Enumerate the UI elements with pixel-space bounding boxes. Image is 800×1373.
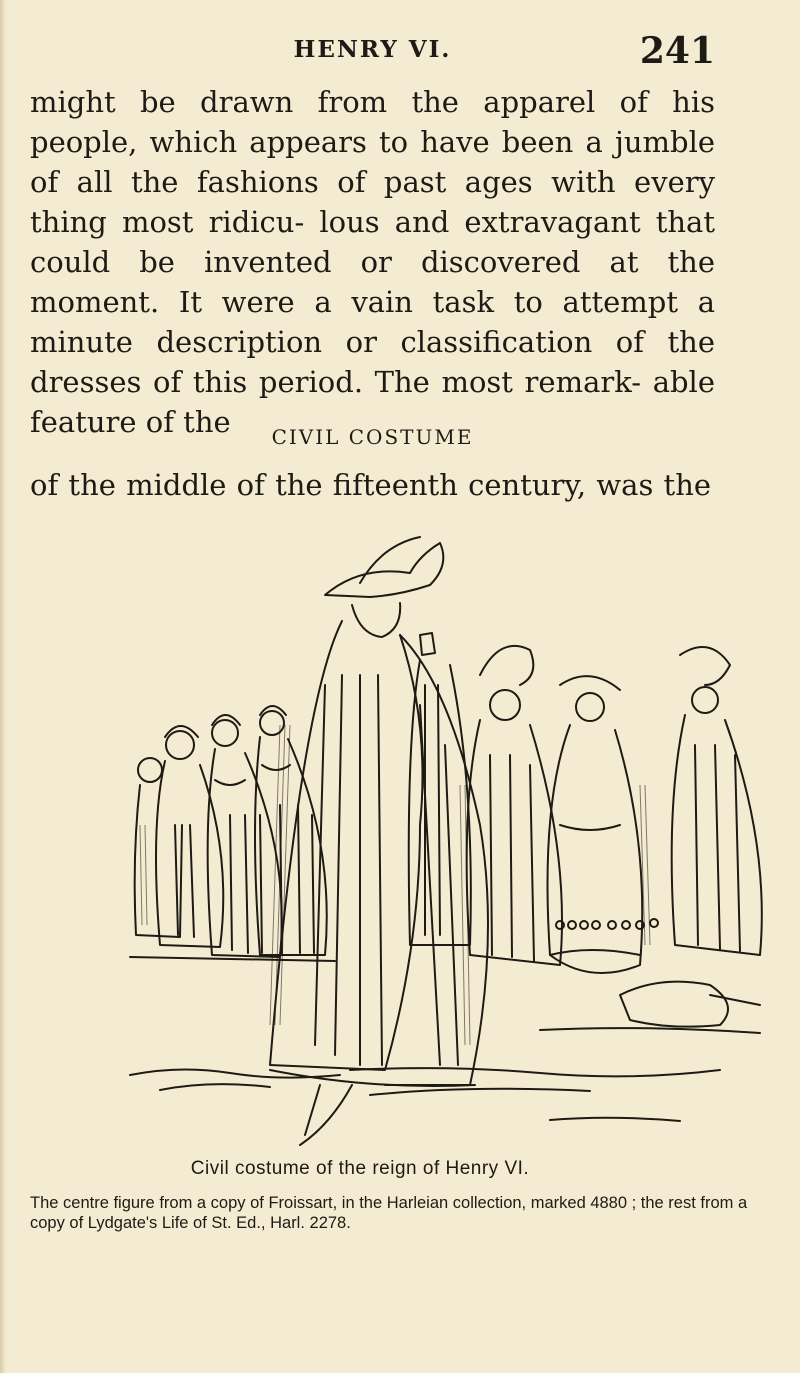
running-head	[30, 30, 715, 70]
centre-figure	[270, 537, 488, 1145]
ground-lines	[130, 1068, 720, 1121]
running-title: HENRY VI.	[293, 36, 452, 63]
body-paragraph-2: of the middle of the fifteenth century, was the	[30, 468, 712, 502]
right-figures-group	[409, 633, 762, 1033]
section-heading: CIVIL COSTUME	[271, 425, 474, 449]
page-edge-shadow	[0, 0, 6, 1373]
figure-caption-text: The centre figure from a copy of Froissart, in the Harleian collection, marked 4880 ; the rest from a copy of Lydgate's Life of St. Ed., Harl. 2278.	[30, 1194, 748, 1232]
left-figures-group	[130, 706, 335, 961]
figure-caption-title: Civil costume of the reign of Henry VI.	[190, 1158, 530, 1179]
page-number: 241	[639, 30, 715, 72]
body-paragraph-1: might be drawn from the apparel of his people, which appears to have been a jumble of all the fashions of past ages with every thing most ridicu- lous and extravagant that could be invented or discovered at the moment. It were a vain task to attempt a minute description or classification of the dresses of this period. The most remark- able feature of the	[30, 85, 715, 439]
costume-illustration	[120, 525, 800, 1165]
